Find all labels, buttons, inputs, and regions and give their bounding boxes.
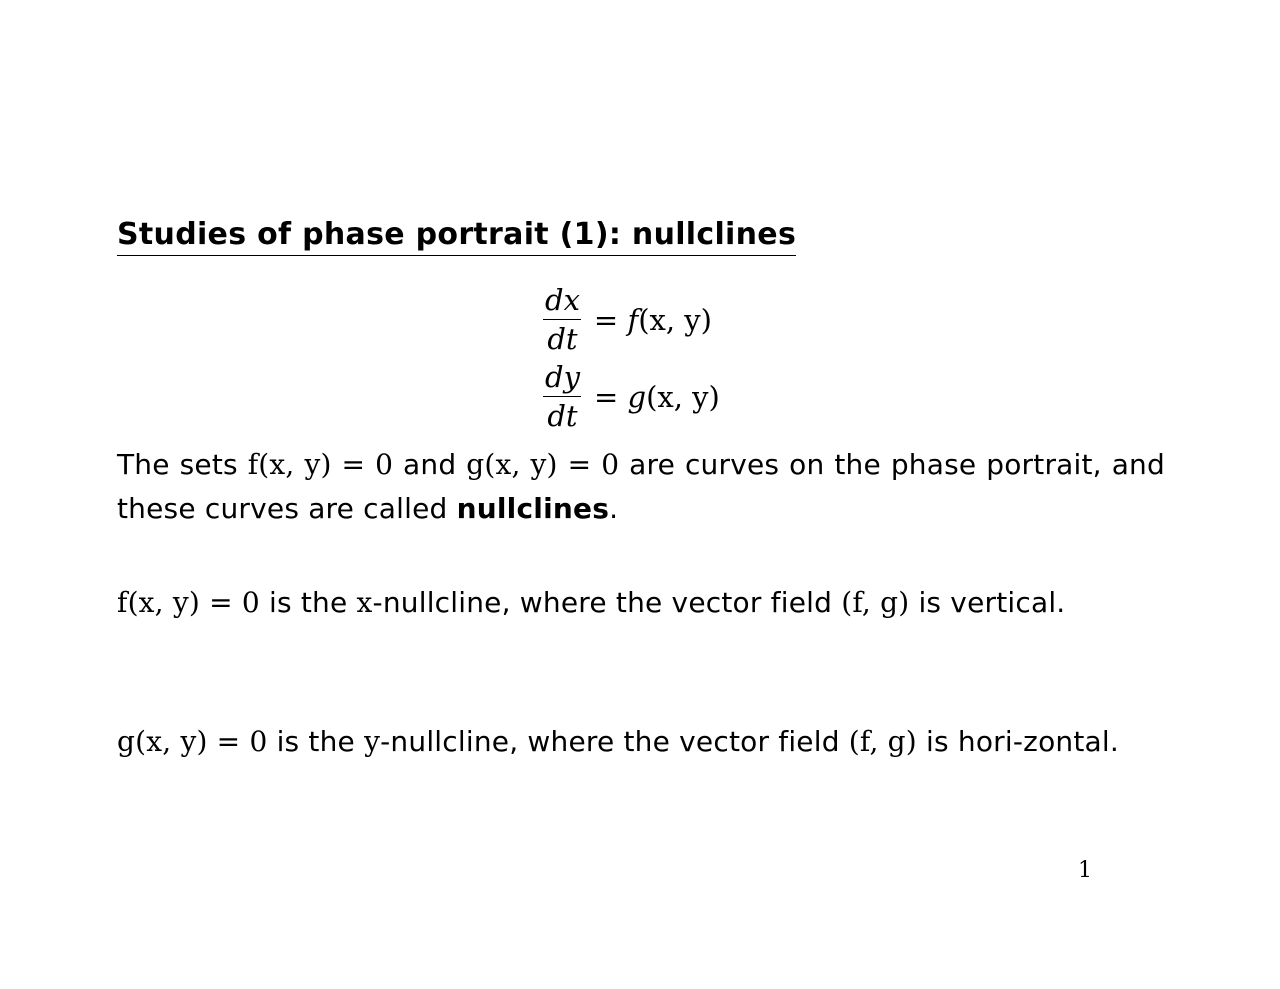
function-arguments: (x, y): [646, 379, 720, 414]
fraction-dy-dt: [543, 360, 582, 433]
equation-rhs: [594, 380, 720, 414]
math-f-zero: f(x, y) = 0: [247, 448, 394, 481]
text-span: is the: [267, 725, 365, 758]
function-arguments: (x, y): [638, 302, 712, 337]
paragraph-nullclines-definition: [117, 443, 1165, 531]
text-span: The sets: [117, 448, 248, 481]
equation-dx-dt: [543, 283, 712, 356]
math-vector-field: (f, g): [841, 586, 910, 619]
function-name: g: [627, 379, 647, 414]
paragraph-y-nullcline: [117, 720, 1165, 764]
math-y: y: [364, 725, 381, 758]
text-span: and: [393, 448, 467, 481]
slide-title: Studies of phase portrait (1): nullclines: [117, 216, 796, 256]
fraction-numerator: dy: [545, 360, 580, 394]
fraction-denominator: dt: [547, 322, 578, 356]
function-name: f: [627, 302, 639, 337]
text-span: -nullcline, where the vector field: [372, 586, 842, 619]
fraction-bar: [543, 319, 581, 320]
text-span: are curves on the phase portrait, and these curves are called: [117, 448, 1165, 525]
text-span: is hori-zontal.: [916, 725, 1119, 758]
math-vector-field: (f, g): [848, 725, 917, 758]
math-g-zero: g(x, y) = 0: [466, 448, 620, 481]
math-f-zero: f(x, y) = 0: [117, 586, 260, 619]
bold-term-nullclines: nullclines: [456, 492, 610, 525]
fraction-bar: [543, 396, 581, 397]
equals-sign: =: [593, 379, 628, 414]
math-g-zero: g(x, y) = 0: [117, 725, 268, 758]
text-span: -nullcline, where the vector field: [380, 725, 849, 758]
fraction-numerator: dx: [545, 283, 580, 317]
paragraph-x-nullcline: [117, 581, 1165, 625]
fraction-denominator: dt: [547, 399, 578, 433]
page-number: 1: [1078, 858, 1092, 883]
text-span: is vertical.: [909, 586, 1066, 619]
equation-rhs: [594, 303, 712, 337]
text-span: is the: [259, 586, 357, 619]
equation-dy-dt: [543, 360, 720, 433]
equals-sign: =: [593, 302, 628, 337]
fraction-dx-dt: [543, 283, 582, 356]
text-span: .: [609, 492, 619, 525]
math-x: x: [356, 586, 373, 619]
